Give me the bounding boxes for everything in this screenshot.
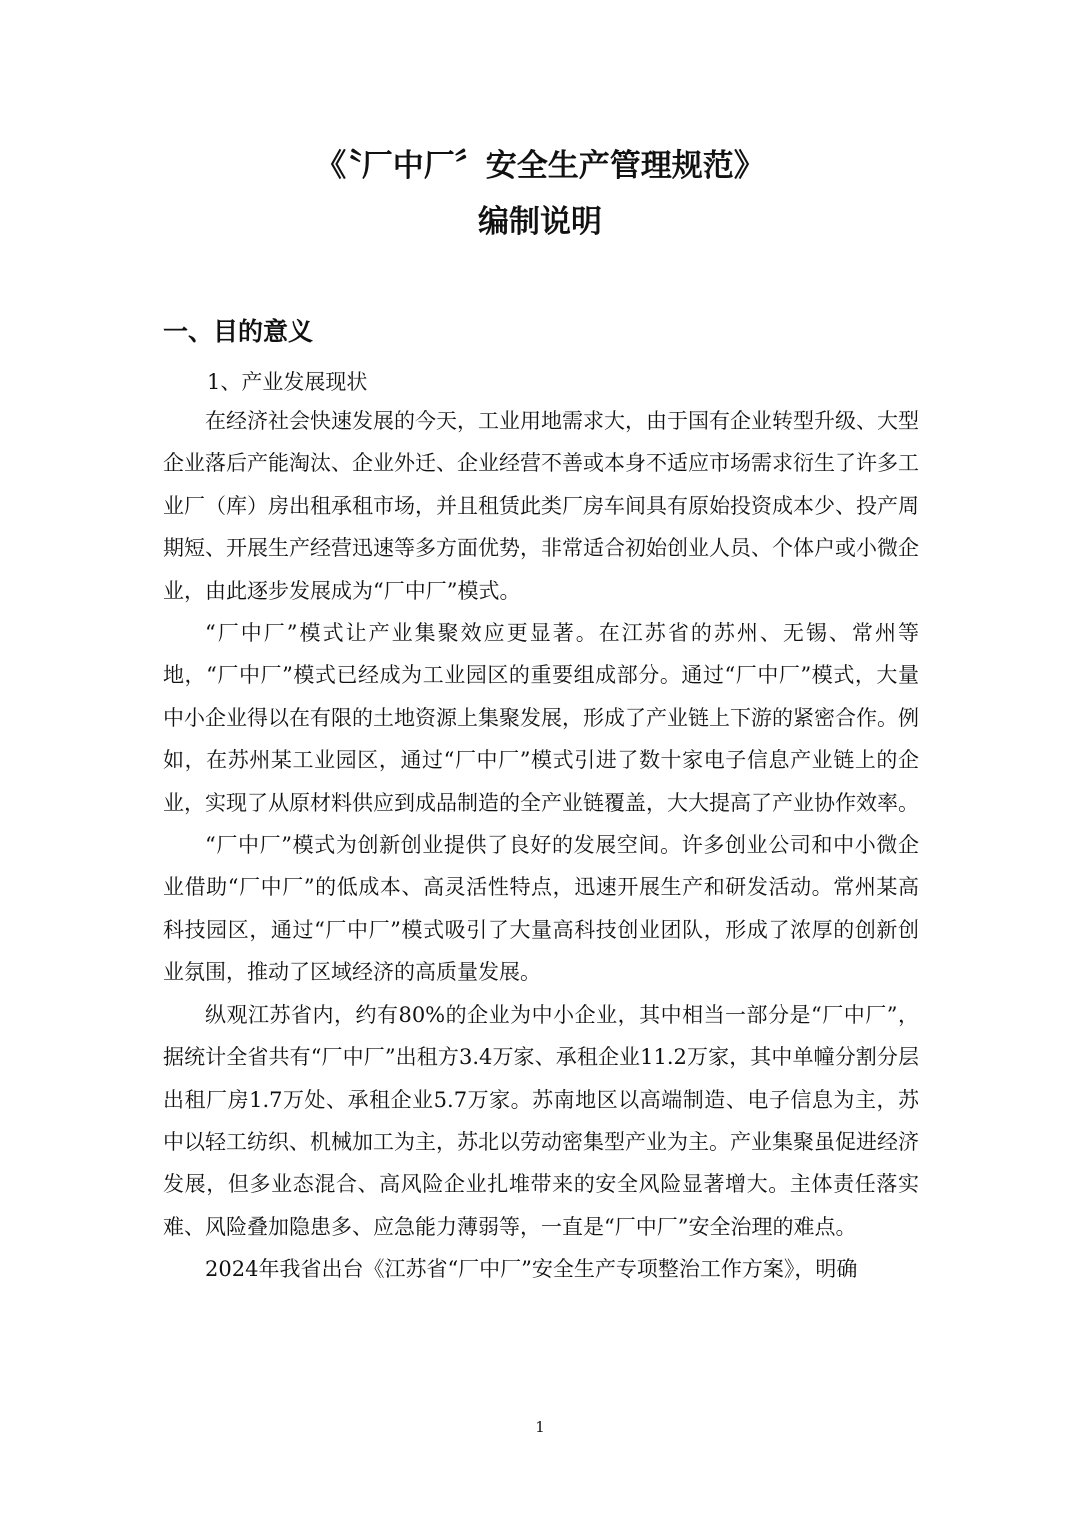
section-heading: 一、目的意义 xyxy=(163,317,314,346)
paragraph: 2024年我省出台《江苏省“厂中厂”安全生产专项整治工作方案》，明确 xyxy=(205,1257,858,1282)
paragraph: “厂中厂”模式让产业集聚效应更显著。在江苏省的苏州、无锡、常州等地，“厂中厂”模式已经成为工业园区的重要组成部分。通过“厂中厂”模式，大量中小企业得以在有限的土地资源上集聚发展，形成了产业链上下游的紧密合作。例如，在苏州某工业园区，通过“厂中厂”模式引进了数十家电子信息产业链上的企业，实现了从原材料供应到成品制造的全产业链覆盖，大大提高了产业协作效率。 xyxy=(163,621,919,815)
paragraph: “厂中厂”模式为创新创业提供了良好的发展空间。许多创业公司和中小微企业借助“厂中厂”的低成本、高灵活性特点，迅速开展生产和研发活动。常州某高科技园区，通过“厂中厂”模式吸引了大量高科技创业团队，形成了浓厚的创新创业氛围，推动了区域经济的高质量发展。 xyxy=(163,833,919,985)
document-subtitle: 编制说明 xyxy=(478,204,602,240)
paragraph: 在经济社会快速发展的今天，工业用地需求大，由于国有企业转型升级、大型企业落后产能淘汰、企业外迁、企业经营不善或本身不适应市场需求衍生了许多工业厂（库）房出租承租市场，并且租赁此类厂房车间具有原始投资成本少、投产周期短、开展生产经营迅速等多方面优势，非常适合初始创业人员、个体户或小微企业，由此逐步发展成为“厂中厂”模式。 xyxy=(163,409,919,603)
document-title: 《〝厂中厂〞安全生产管理规范》 xyxy=(315,148,765,184)
page-number: 1 xyxy=(535,1418,545,1436)
body-text xyxy=(163,400,919,1291)
sub-heading: 1、产业发展现状 xyxy=(207,370,368,394)
paragraph: 纵观江苏省内，约有80%的企业为中小企业，其中相当一部分是“厂中厂”，据统计全省共有“厂中厂”出租方3.4万家、承租企业11.2万家，其中单幢分割分层出租厂房1.7万处、承租企业5.7万家。苏南地区以高端制造、电子信息为主，苏中以轻工纺织、机械加工为主，苏北以劳动密集型产业为主。产业集聚虽促进经济发展，但多业态混合、高风险企业扎堆带来的安全风险显著增大。主体责任落实难、风险叠加隐患多、应急能力薄弱等，一直是“厂中厂”安全治理的难点。 xyxy=(163,1002,919,1239)
